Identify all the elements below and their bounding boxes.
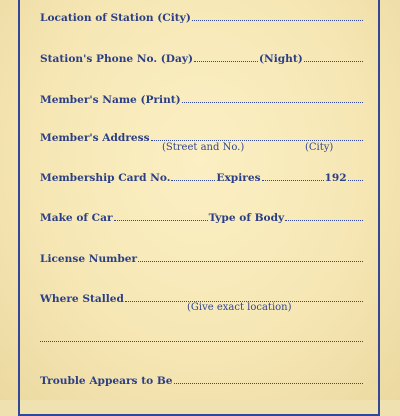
make-of-car-row <box>40 204 364 224</box>
license-number-row <box>40 245 364 265</box>
type-of-body-field[interactable] <box>285 220 363 221</box>
day-phone-field[interactable] <box>194 61 258 62</box>
stations-phone-row <box>40 45 364 65</box>
members-name-row <box>40 86 364 106</box>
city-caption: (City) <box>305 142 334 153</box>
expires-field[interactable] <box>262 180 324 181</box>
night-label: (Night) <box>259 53 303 65</box>
make-of-car-label: Make of Car <box>40 212 113 224</box>
make-of-car-field[interactable] <box>114 220 208 221</box>
membership-card-no-field[interactable] <box>171 180 215 181</box>
members-name-label: Member's Name (Print) <box>40 94 181 106</box>
where-stalled-label: Where Stalled <box>40 293 124 305</box>
members-address-row <box>40 124 364 144</box>
membership-card-no-label: Membership Card No. <box>40 172 171 184</box>
expires-label: Expires <box>216 172 261 184</box>
stations-phone-label: Station's Phone No. (Day) <box>40 53 194 65</box>
location-of-station-label: Location of Station (City) <box>40 12 191 24</box>
license-number-field[interactable] <box>138 261 363 262</box>
where-stalled-continued-field[interactable] <box>40 341 363 342</box>
type-of-body-label: Type of Body <box>208 212 285 224</box>
give-exact-location-caption: (Give exact location) <box>187 302 292 313</box>
members-address-label: Member's Address <box>40 132 150 144</box>
members-name-field[interactable] <box>182 102 363 103</box>
members-address-field[interactable] <box>151 140 363 141</box>
membership-card-row <box>40 164 364 184</box>
trouble-appears-field[interactable] <box>174 383 363 384</box>
license-number-label: License Number <box>40 253 138 265</box>
trouble-row <box>40 367 364 387</box>
where-stalled-continued-row <box>40 325 364 345</box>
location-of-station-field[interactable] <box>192 20 363 21</box>
expires-year-field[interactable] <box>348 180 363 181</box>
street-and-no-caption: (Street and No.) <box>162 142 245 153</box>
night-phone-field[interactable] <box>304 61 363 62</box>
location-of-station-row <box>40 4 364 24</box>
trouble-appears-label: Trouble Appears to Be <box>40 375 173 387</box>
year-prefix: 192 <box>324 172 347 184</box>
